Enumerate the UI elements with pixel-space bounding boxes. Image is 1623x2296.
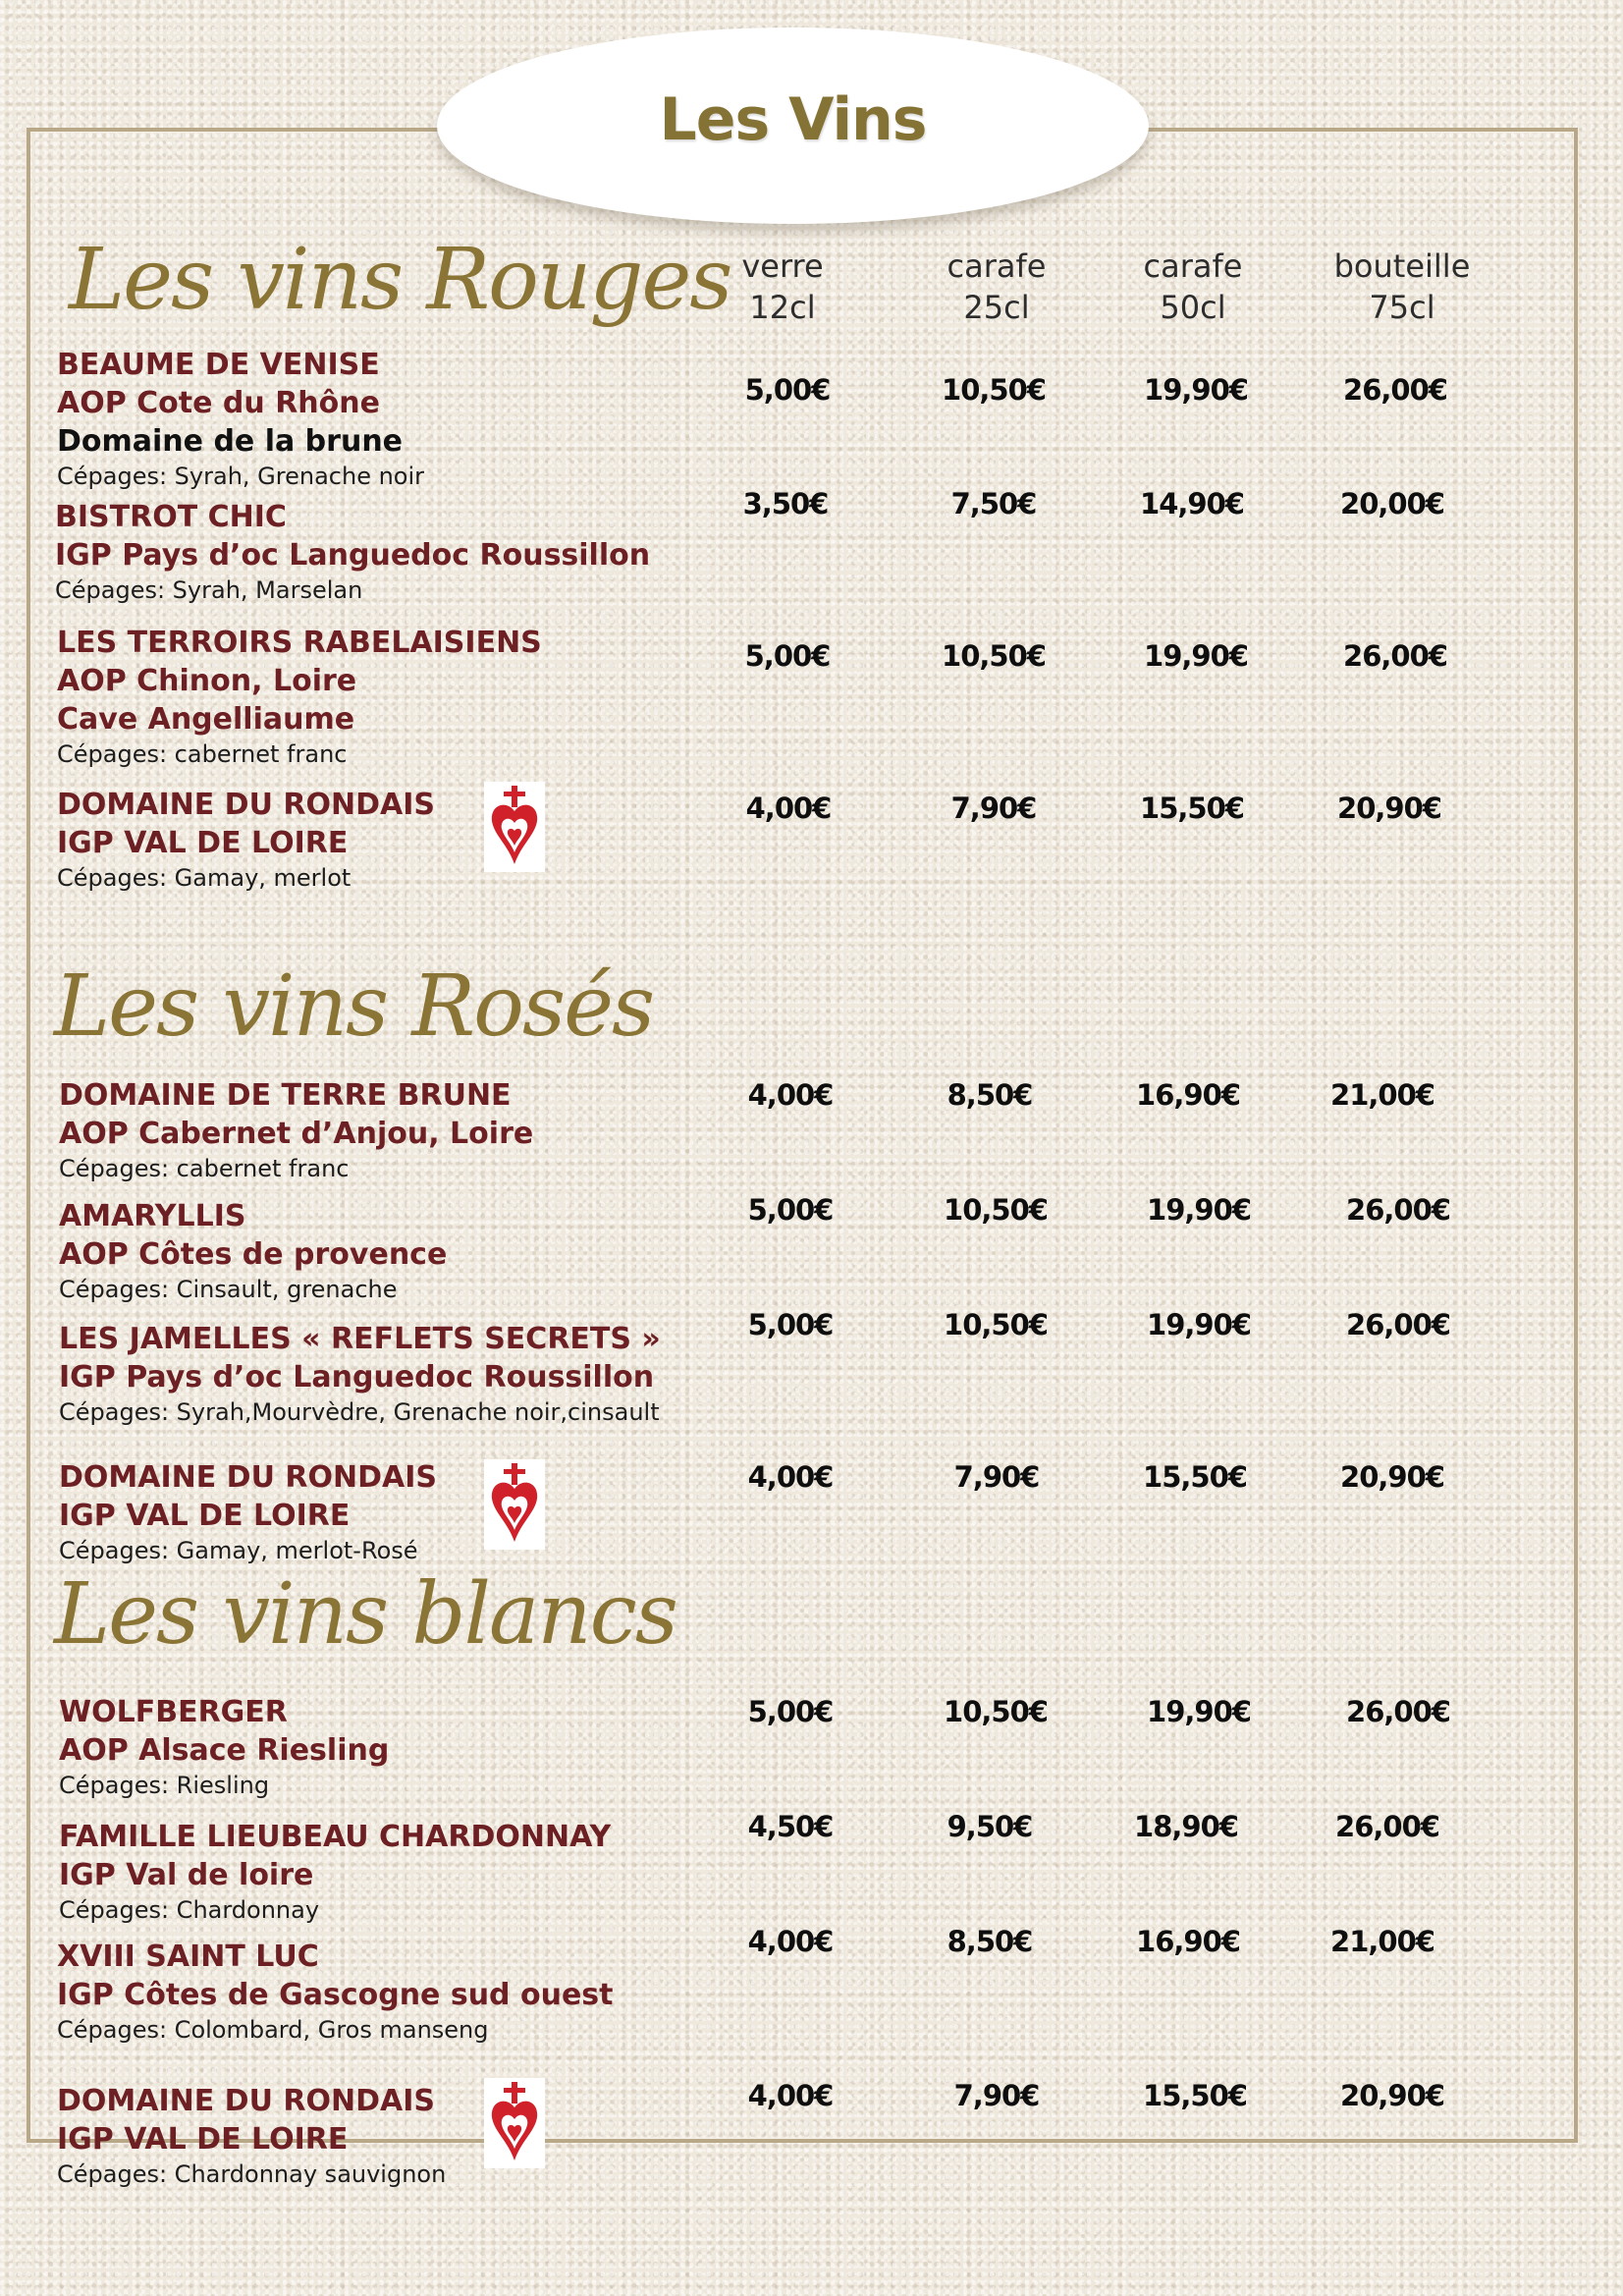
price-verre: 4,00€ — [747, 1925, 834, 1958]
price-carafe-25: 8,50€ — [947, 1925, 1033, 1958]
wine-item — [59, 1076, 766, 1184]
wine-appellation: AOP Cabernet d’Anjou, Loire — [59, 1117, 534, 1151]
wine-grapes: Cépages: Colombard, Gros manseng — [57, 2016, 489, 2044]
price-carafe-25: 7,50€ — [950, 487, 1037, 520]
wine-appellation: IGP Pays d’oc Languedoc Roussillon — [59, 1360, 655, 1394]
vendee-heart-svg — [484, 1459, 545, 1550]
wine-item — [57, 1938, 764, 2046]
wine-grapes: Cépages: cabernet franc — [57, 740, 348, 768]
wine-grapes: Cépages: Gamay, merlot — [57, 864, 352, 892]
price-verre: 4,50€ — [747, 1810, 834, 1843]
wine-appellation: IGP Côtes de Gascogne sud ouest — [57, 1978, 614, 2012]
price-carafe-25: 10,50€ — [944, 1193, 1048, 1227]
price-carafe-25: 7,90€ — [953, 2079, 1040, 2112]
wine-item — [57, 624, 764, 770]
wine-appellation: AOP Alsace Riesling — [59, 1733, 390, 1768]
column-header-line2: 75cl — [1369, 289, 1435, 326]
price-bouteille: 21,00€ — [1330, 1078, 1434, 1112]
price-carafe-50: 16,90€ — [1136, 1078, 1240, 1112]
page-title: Les Vins — [659, 85, 927, 154]
wine-item — [59, 1197, 766, 1305]
wine-grapes: Cépages: Syrah, Marselan — [55, 576, 363, 604]
price-verre: 4,00€ — [745, 792, 832, 825]
wine-item — [59, 1320, 766, 1428]
price-carafe-25: 8,50€ — [947, 1078, 1033, 1112]
wine-item — [57, 2082, 764, 2190]
price-carafe-25: 10,50€ — [942, 373, 1046, 407]
wine-grapes: Cépages: Riesling — [59, 1772, 270, 1799]
price-carafe-50: 15,50€ — [1143, 1460, 1247, 1494]
wine-name: LES JAMELLES « REFLETS SECRETS » — [59, 1322, 661, 1356]
wine-item — [59, 1458, 766, 1566]
price-bouteille: 21,00€ — [1330, 1925, 1434, 1958]
column-header-line1: carafe — [947, 247, 1047, 285]
wine-name: FAMILLE LIEUBEAU CHARDONNAY — [59, 1820, 612, 1854]
wine-producer: Domaine de la brune — [57, 424, 404, 459]
price-bouteille: 26,00€ — [1346, 1193, 1450, 1227]
title-oval — [437, 27, 1149, 224]
price-carafe-25: 7,90€ — [953, 1460, 1040, 1494]
wine-grapes: Cépages: Gamay, merlot-Rosé — [59, 1537, 418, 1564]
price-bouteille: 26,00€ — [1346, 1695, 1450, 1728]
price-verre: 5,00€ — [744, 373, 831, 407]
wine-appellation: AOP Cote du Rhône — [57, 386, 380, 420]
price-verre: 5,00€ — [744, 639, 831, 673]
price-carafe-50: 19,90€ — [1144, 373, 1248, 407]
column-header-carafe-50 — [1105, 246, 1281, 328]
wine-item — [59, 1818, 766, 1926]
wine-grapes: Cépages: Syrah, Grenache noir — [57, 463, 425, 490]
price-bouteille: 20,90€ — [1340, 1460, 1444, 1494]
section-title-roses: Les vins Rosés — [54, 957, 654, 1056]
price-carafe-50: 18,90€ — [1134, 1810, 1238, 1843]
price-bouteille: 26,00€ — [1335, 1810, 1439, 1843]
vendee-heart-icon — [484, 782, 545, 872]
price-bouteille: 20,90€ — [1337, 792, 1441, 825]
wine-name: BEAUME DE VENISE — [57, 348, 380, 382]
wine-item — [55, 498, 762, 606]
wine-item — [57, 786, 764, 894]
wine-appellation: IGP Pays d’oc Languedoc Roussillon — [55, 538, 651, 573]
wine-name: XVIII SAINT LUC — [57, 1940, 319, 1974]
wine-grapes: Cépages: cabernet franc — [59, 1155, 350, 1182]
price-carafe-50: 19,90€ — [1147, 1193, 1251, 1227]
price-bouteille: 20,90€ — [1340, 2079, 1444, 2112]
price-carafe-50: 19,90€ — [1147, 1308, 1251, 1341]
column-header-line2: 12cl — [749, 289, 816, 326]
vendee-heart-icon — [484, 2078, 545, 2168]
price-carafe-50: 19,90€ — [1147, 1695, 1251, 1728]
wine-appellation: IGP VAL DE LOIRE — [57, 826, 349, 860]
price-verre: 4,00€ — [747, 1460, 834, 1494]
price-verre: 5,00€ — [747, 1193, 834, 1227]
wine-appellation: AOP Chinon, Loire — [57, 664, 357, 698]
price-carafe-25: 7,90€ — [950, 792, 1037, 825]
column-header-line1: bouteille — [1333, 247, 1471, 285]
price-verre: 5,00€ — [747, 1695, 834, 1728]
vendee-heart-svg — [484, 782, 545, 872]
price-carafe-50: 15,50€ — [1140, 792, 1244, 825]
price-carafe-50: 19,90€ — [1144, 639, 1248, 673]
column-header-carafe-25 — [908, 246, 1085, 328]
vendee-heart-icon — [484, 1459, 545, 1550]
column-header-bouteille — [1314, 246, 1490, 328]
price-carafe-50: 14,90€ — [1140, 487, 1244, 520]
wine-name: LES TERROIRS RABELAISIENS — [57, 626, 542, 660]
wine-name: WOLFBERGER — [59, 1695, 288, 1729]
column-header-line2: 25cl — [963, 289, 1030, 326]
section-title-rouges: Les vins Rouges — [69, 231, 731, 329]
price-verre: 4,00€ — [747, 1078, 834, 1112]
column-header-line1: carafe — [1143, 247, 1243, 285]
price-bouteille: 20,00€ — [1340, 487, 1444, 520]
price-carafe-25: 9,50€ — [947, 1810, 1033, 1843]
price-bouteille: 26,00€ — [1346, 1308, 1450, 1341]
price-bouteille: 26,00€ — [1343, 639, 1447, 673]
section-title-blancs: Les vins blancs — [54, 1565, 676, 1664]
price-verre: 4,00€ — [747, 2079, 834, 2112]
wine-name: BISTROT CHIC — [55, 500, 287, 534]
wine-item — [59, 1693, 766, 1801]
wine-appellation: IGP VAL DE LOIRE — [57, 2122, 349, 2157]
wine-name: AMARYLLIS — [59, 1199, 246, 1233]
price-bouteille: 26,00€ — [1343, 373, 1447, 407]
wine-grapes: Cépages: Syrah,Mourvèdre, Grenache noir,cinsault — [59, 1398, 660, 1426]
price-verre: 5,00€ — [747, 1308, 834, 1341]
vendee-heart-svg — [484, 2078, 545, 2168]
column-header-line1: verre — [741, 247, 824, 285]
wine-grapes: Cépages: Cinsault, grenache — [59, 1276, 398, 1303]
wine-item — [57, 346, 764, 492]
price-carafe-25: 10,50€ — [942, 639, 1046, 673]
wine-name: DOMAINE DU RONDAIS — [57, 2084, 435, 2118]
price-carafe-25: 10,50€ — [944, 1695, 1048, 1728]
wine-appellation: IGP VAL DE LOIRE — [59, 1499, 351, 1533]
wine-grapes: Cépages: Chardonnay sauvignon — [57, 2160, 447, 2188]
price-carafe-50: 16,90€ — [1136, 1925, 1240, 1958]
wine-name: DOMAINE DU RONDAIS — [57, 788, 435, 822]
wine-grapes: Cépages: Chardonnay — [59, 1896, 320, 1924]
column-header-line2: 50cl — [1160, 289, 1226, 326]
wine-name: DOMAINE DE TERRE BRUNE — [59, 1078, 512, 1113]
wine-name: DOMAINE DU RONDAIS — [59, 1460, 437, 1495]
price-carafe-50: 15,50€ — [1143, 2079, 1247, 2112]
wine-producer: Cave Angelliaume — [57, 702, 355, 737]
wine-appellation: AOP Côtes de provence — [59, 1237, 448, 1272]
wine-appellation: IGP Val de loire — [59, 1858, 314, 1892]
price-verre: 3,50€ — [742, 487, 829, 520]
price-carafe-25: 10,50€ — [944, 1308, 1048, 1341]
